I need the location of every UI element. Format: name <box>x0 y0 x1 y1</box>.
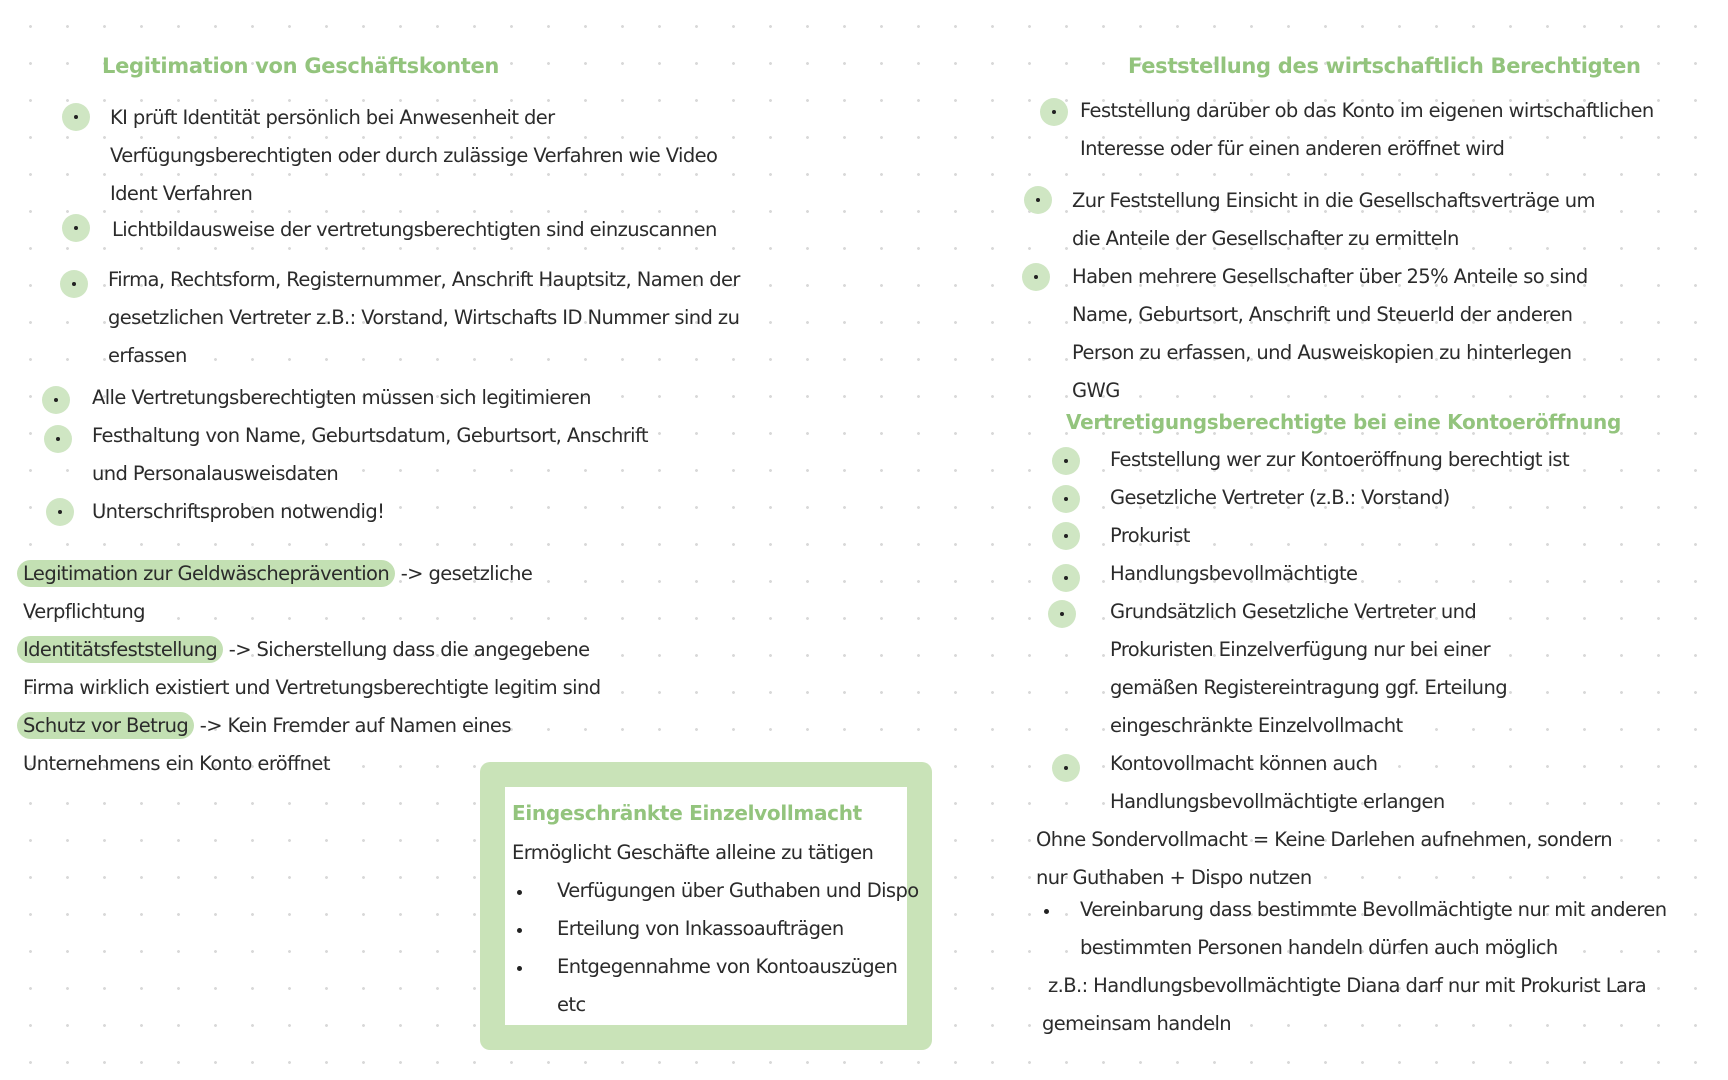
right-subtitle: Vertretigungsberechtigte bei eine Kontoeröffnung <box>1066 410 1621 434</box>
bullet-icon <box>1052 564 1080 592</box>
bullet-icon <box>1052 447 1080 475</box>
info-box-title: Eingeschränkte Einzelvollmacht <box>512 801 862 825</box>
right-section-title: Feststellung des wirtschaftlich Berechtigten <box>1128 54 1641 78</box>
bullet-icon <box>60 270 88 298</box>
term-betrug <box>23 716 511 736</box>
info-box-item: Erteilung von Inkassoaufträgen <box>557 917 844 940</box>
info-box <box>480 762 932 1050</box>
right-sub-bullet-4: Handlungsbevollmächtigte <box>1110 562 1358 585</box>
bullet-icon <box>1024 186 1052 214</box>
term-identitaet <box>23 640 590 660</box>
right-sub-bullet-6-line-1: Kontovollmacht können auch <box>1110 752 1378 775</box>
right-bullet-3-line-3: Person zu erfassen, und Ausweiskopien zu hinterlegen <box>1072 341 1572 364</box>
highlight-term: Legitimation zur Geldwäscheprävention <box>17 560 395 587</box>
right-bullet-2-line-1: Zur Feststellung Einsicht in die Gesellschaftsverträge um <box>1072 189 1595 212</box>
right-sub-bullet-2: Gesetzliche Vertreter (z.B.: Vorstand) <box>1110 486 1450 509</box>
term-rest: -> Kein Fremder auf Namen eines <box>194 714 511 737</box>
right-sub-bullet-6-line-2: Handlungsbevollmächtigte erlangen <box>1110 790 1445 813</box>
bullet-icon <box>1022 263 1050 291</box>
left-bullet-5-line-2: und Personalausweisdaten <box>92 462 339 485</box>
right-bullet-3-line-4: GWG <box>1072 379 1120 402</box>
left-bullet-4: Alle Vertretungsberechtigten müssen sich legitimieren <box>92 386 591 409</box>
bullet-icon <box>44 425 72 453</box>
left-bullet-6: Unterschriftsproben notwendig! <box>92 500 385 523</box>
left-bullet-3-line-2: gesetzlichen Vertreter z.B.: Vorstand, Wirtschafts ID Nummer sind zu <box>108 306 740 329</box>
info-box-item: Entgegennahme von Kontoauszügen <box>557 955 898 978</box>
highlight-term: Identitätsfeststellung <box>17 636 223 663</box>
term-rest: -> Sicherstellung dass die angegebene <box>223 638 590 661</box>
bullet-icon <box>62 214 90 242</box>
bullet-icon <box>1052 754 1080 782</box>
right-bullet-3-line-2: Name, Geburtsort, Anschrift und SteuerId der anderen <box>1072 303 1573 326</box>
left-bullet-1-line-1: KI prüft Identität persönlich bei Anwesenheit der <box>110 106 555 129</box>
right-bullet-2-line-2: die Anteile der Gesellschafter zu ermitteln <box>1072 227 1459 250</box>
right-sub-bullet-5-line-2: Prokuristen Einzelverfügung nur bei einer <box>1110 638 1491 661</box>
bullet-icon <box>1040 98 1068 126</box>
bullet-icon <box>1044 909 1049 914</box>
right-paragraph-1-line-1: Ohne Sondervollmacht = Keine Darlehen aufnehmen, sondern <box>1036 828 1613 851</box>
left-bullet-3-line-1: Firma, Rechtsform, Registernummer, Anschrift Hauptsitz, Namen der <box>108 268 740 291</box>
bullet-icon <box>517 966 522 971</box>
bullet-icon <box>517 928 522 933</box>
left-bullet-3-line-3: erfassen <box>108 344 187 367</box>
left-bullet-2: Lichtbildausweise der vertretungsberechtigten sind einzuscannen <box>112 218 717 241</box>
right-bullet-3-line-1: Haben mehrere Gesellschafter über 25% Anteile so sind <box>1072 265 1588 288</box>
term-geldwaesche <box>23 564 532 584</box>
right-paragraph-2-line-2: bestimmten Personen handeln dürfen auch möglich <box>1080 936 1558 959</box>
left-bullet-5-line-1: Festhaltung von Name, Geburtsdatum, Geburtsort, Anschrift <box>92 424 648 447</box>
term-betrug-line-2: Unternehmens ein Konto eröffnet <box>23 752 330 775</box>
highlight-term: Schutz vor Betrug <box>17 712 194 739</box>
left-section-title: Legitimation von Geschäftskonten <box>102 54 500 78</box>
right-paragraph-2-line-1: Vereinbarung dass bestimmte Bevollmächtigte nur mit anderen <box>1080 898 1667 921</box>
left-bullet-1-line-2: Verfügungsberechtigten oder durch zulässige Verfahren wie Video <box>110 144 718 167</box>
right-sub-bullet-5-line-1: Grundsätzlich Gesetzliche Vertreter und <box>1110 600 1477 623</box>
right-paragraph-1-line-2: nur Guthaben + Dispo nutzen <box>1036 866 1312 889</box>
bullet-icon <box>46 498 74 526</box>
bullet-icon <box>1048 600 1076 628</box>
term-rest: -> gesetzliche <box>395 562 533 585</box>
term-geldwaesche-line-2: Verpflichtung <box>23 600 145 623</box>
right-paragraph-3-line-2: gemeinsam handeln <box>1042 1012 1232 1035</box>
bullet-icon <box>1052 522 1080 550</box>
bullet-icon <box>1052 485 1080 513</box>
term-identitaet-line-2: Firma wirklich existiert und Vertretungsberechtigte legitim sind <box>23 676 601 699</box>
right-sub-bullet-3: Prokurist <box>1110 524 1190 547</box>
info-box-intro: Ermöglicht Geschäfte alleine zu tätigen <box>512 841 874 864</box>
right-sub-bullet-5-line-4: eingeschränkte Einzelvollmacht <box>1110 714 1403 737</box>
right-sub-bullet-1: Feststellung wer zur Kontoeröffnung berechtigt ist <box>1110 448 1569 471</box>
bullet-icon <box>62 103 90 131</box>
left-bullet-1-line-3: Ident Verfahren <box>110 182 253 205</box>
right-bullet-1-line-2: Interesse oder für einen anderen eröffnet wird <box>1080 137 1505 160</box>
info-box-content <box>505 787 919 1025</box>
bullet-icon <box>517 890 522 895</box>
bullet-icon <box>42 386 70 414</box>
info-box-item: Verfügungen über Guthaben und Dispo <box>557 879 919 902</box>
right-paragraph-3-line-1: z.B.: Handlungsbevollmächtigte Diana darf nur mit Prokurist Lara <box>1048 974 1647 997</box>
right-bullet-1-line-1: Feststellung darüber ob das Konto im eigenen wirtschaftlichen <box>1080 99 1654 122</box>
right-sub-bullet-5-line-3: gemäßen Registereintragung ggf. Erteilung <box>1110 676 1507 699</box>
info-box-etc: etc <box>557 993 586 1016</box>
